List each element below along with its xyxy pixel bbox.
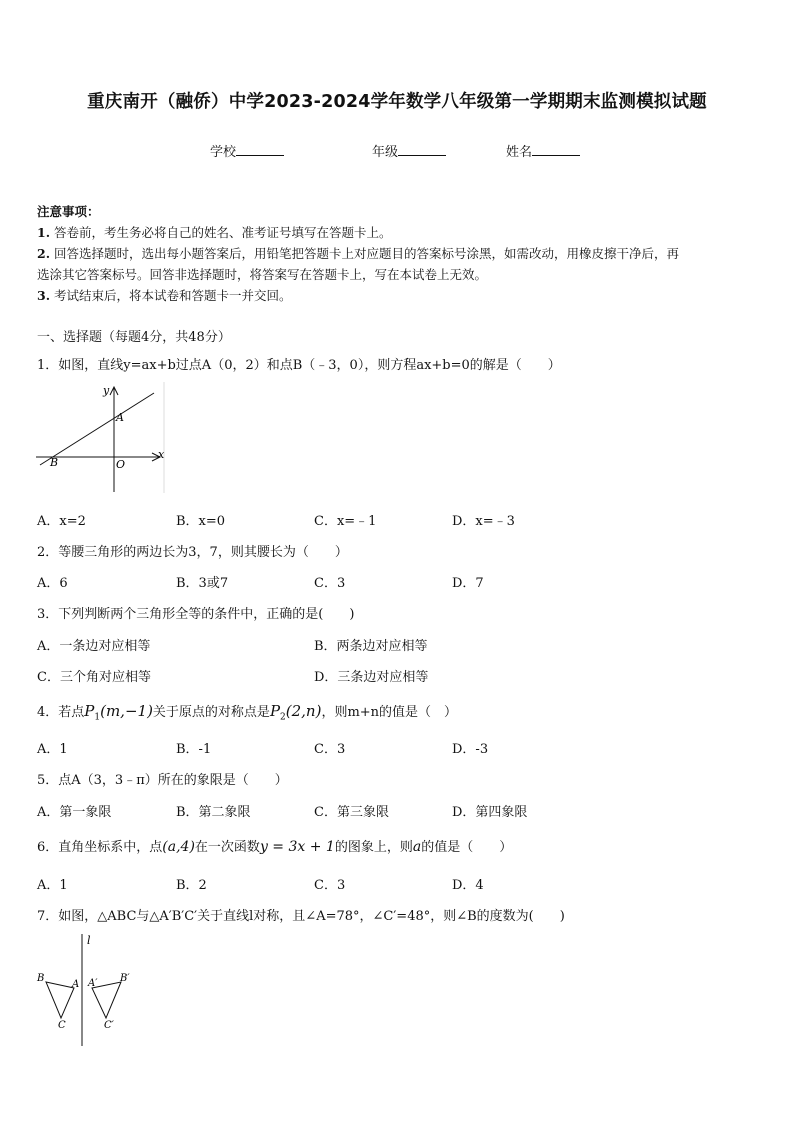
q1-option-d: D．x=﹣3 xyxy=(452,514,515,529)
exam-title: 重庆南开（融侨）中学2023-2024学年数学八年级第一学期期末监测模拟试题 xyxy=(87,92,707,112)
label-b-prime: B′ xyxy=(120,973,130,984)
q6-option-a: A．1 xyxy=(37,878,68,893)
section-heading: 一、选择题（每题4分，共48分） xyxy=(37,330,231,345)
q3-option-c: C．三个角对应相等 xyxy=(37,670,151,685)
label-c-prime: C′ xyxy=(104,1020,114,1031)
q1-figure xyxy=(34,380,169,495)
q3-option-a: A．一条边对应相等 xyxy=(37,639,151,654)
q7-figure xyxy=(34,930,144,1050)
q5-option-d: D．第四象限 xyxy=(452,805,528,820)
q3-option-d: D．三条边对应相等 xyxy=(314,670,429,685)
q6-option-b: B．2 xyxy=(176,878,207,893)
question-2-stem: 2．等腰三角形的两边长为3，7，则其腰长为（ ） xyxy=(37,545,348,560)
q6-option-c: C．3 xyxy=(314,878,346,893)
label-c: C xyxy=(58,1020,66,1031)
name-blank xyxy=(532,143,580,156)
q2-option-c: C．3 xyxy=(314,576,346,591)
notice-item: 1. 答卷前，考生务必将自己的姓名、准考证号填写在答题卡上。 xyxy=(37,225,392,240)
grade-field xyxy=(372,141,446,160)
label-a: A xyxy=(116,411,124,424)
grade-label: 年级 xyxy=(372,145,399,160)
label-o: O xyxy=(116,458,126,471)
school-blank xyxy=(236,143,284,156)
q2-option-b: B．3或7 xyxy=(176,576,229,591)
label-a: A xyxy=(72,979,80,990)
grade-blank xyxy=(398,143,446,156)
notice-item: 2. 回答选择题时，选出每小题答案后，用铅笔把答题卡上对应题目的答案标号涂黑，如需改动，用橡皮擦干净后，再 xyxy=(37,246,680,261)
q5-option-c: C．第三象限 xyxy=(314,805,389,820)
label-a-prime: A′ xyxy=(88,978,98,989)
q5-option-b: B．第二象限 xyxy=(176,805,251,820)
label-x: x xyxy=(158,448,165,461)
q4-option-b: B．-1 xyxy=(176,742,212,757)
q2-option-a: A．6 xyxy=(37,576,68,591)
q4-option-d: D．-3 xyxy=(452,742,489,757)
question-6-stem: 6．直角坐标系中，点(a,4)在一次函数y = 3x + 1的图象上，则a的值是（ ） xyxy=(37,839,513,855)
question-7-stem: 7．如图，△ABC与△A′B′C′关于直线l对称，且∠A=78°，∠C′=48°，则∠B的度数为( ) xyxy=(37,909,565,924)
question-5-stem: 5．点A（3，3﹣π）所在的象限是（ ） xyxy=(37,773,288,788)
q6-option-d: D．4 xyxy=(452,878,484,893)
q1-option-a: A．x=2 xyxy=(37,514,86,529)
q5-option-a: A．第一象限 xyxy=(37,805,112,820)
notice-item: 选涂其它答案标号。回答非选择题时，将答案写在答题卡上，写在本试卷上无效。 xyxy=(37,267,488,282)
triangle-abc xyxy=(46,982,74,1018)
q4-option-a: A．1 xyxy=(37,742,68,757)
name-label: 姓名 xyxy=(506,145,533,160)
school-field xyxy=(210,141,284,160)
q2-option-d: D．7 xyxy=(452,576,484,591)
notice-item: 3. 考试结束后，将本试卷和答题卡一并交回。 xyxy=(37,288,292,303)
school-label: 学校 xyxy=(210,145,237,160)
q1-option-b: B．x=0 xyxy=(176,514,226,529)
label-y: y xyxy=(103,384,110,397)
q1-option-c: C．x=﹣1 xyxy=(314,514,377,529)
label-l: l xyxy=(87,934,91,947)
label-b: B xyxy=(50,456,59,469)
q4-option-c: C．3 xyxy=(314,742,346,757)
notice-heading: 注意事项： xyxy=(37,204,100,219)
q3-option-b: B．两条边对应相等 xyxy=(314,639,428,654)
question-1-stem: 1．如图，直线y=ax+b过点A（0，2）和点B（﹣3，0），则方程ax+b=0的解是（ ） xyxy=(37,358,561,373)
label-b: B xyxy=(37,973,45,984)
question-4-stem: 4．若点$P_1(m,-1)$关于原点的对称点是$P_2(2,n)$，则m+n的值是（ ） xyxy=(37,702,458,723)
name-field xyxy=(506,141,580,160)
question-3-stem: 3．下列判断两个三角形全等的条件中，正确的是( ) xyxy=(37,607,355,622)
line-ab xyxy=(40,393,154,465)
